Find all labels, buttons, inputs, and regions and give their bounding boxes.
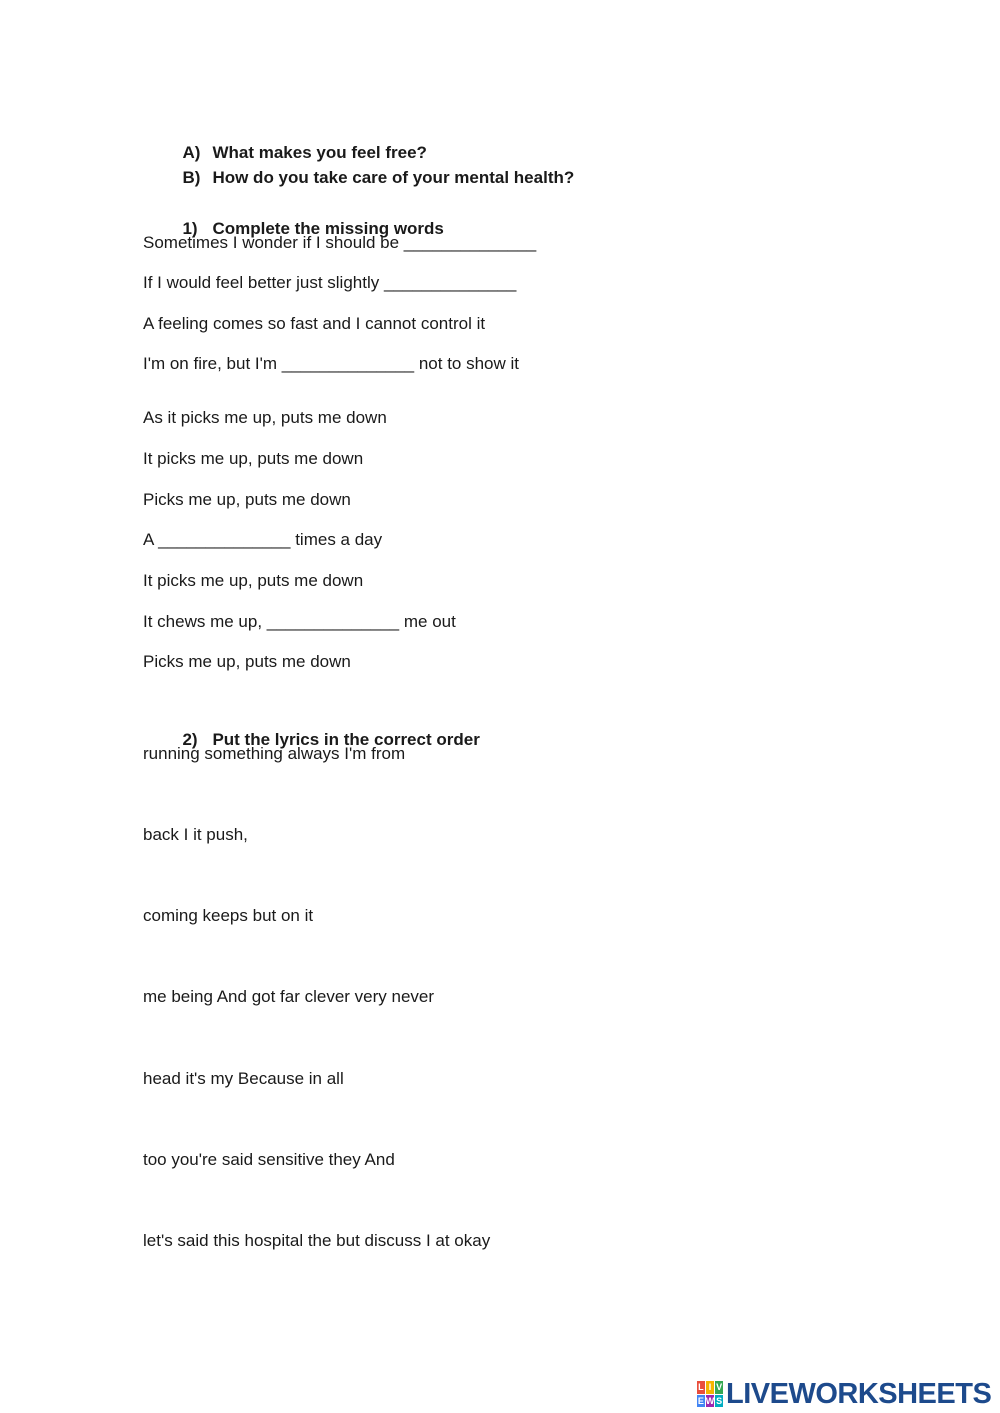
scrambled-line: me being And got far clever very never <box>143 987 435 1006</box>
section2-marker: 2) <box>182 730 198 749</box>
lyric-line: It picks me up, puts me down <box>143 449 364 468</box>
lyric-line: A ______________ times a day <box>143 530 383 549</box>
logo-icon-letter: W <box>705 1395 715 1406</box>
liveworksheets-icon <box>697 1381 723 1407</box>
logo-icon-letter: V <box>716 1382 723 1392</box>
question-b <box>173 148 574 188</box>
lyric-line: As it picks me up, puts me down <box>143 408 387 427</box>
lyric-line: Sometimes I wonder if I should be ______________ <box>143 233 537 252</box>
section2-title: Put the lyrics in the correct order <box>212 730 480 749</box>
scrambled-line: let's said this hospital the but discuss I at okay <box>143 1231 491 1250</box>
lyric-line: Picks me up, puts me down <box>143 490 351 509</box>
liveworksheets-logo <box>697 1378 991 1410</box>
lyric-line: I'm on fire, but I'm ______________ not to show it <box>143 354 520 373</box>
scrambled-line: running something always I'm from <box>143 744 406 763</box>
section1-marker: 1) <box>182 219 198 238</box>
lyric-line: Picks me up, puts me down <box>143 652 351 671</box>
lyric-line: A feeling comes so fast and I cannot control it <box>143 314 486 333</box>
lyric-line: It picks me up, puts me down <box>143 571 364 590</box>
section1-title: Complete the missing words <box>212 219 444 238</box>
question-b-marker: B) <box>182 168 201 187</box>
logo-icon-letter: E <box>697 1395 704 1406</box>
lyric-line: If I would feel better just slightly ______________ <box>143 273 517 292</box>
scrambled-line: back I it push, <box>143 825 248 844</box>
lyric-line: It chews me up, ______________ me out <box>143 612 456 631</box>
scrambled-line: coming keeps but on it <box>143 906 314 925</box>
logo-icon-letter: L <box>698 1382 704 1392</box>
brand-name: LIVEWORKSHEETS <box>726 1377 992 1410</box>
logo-icon-letter: S <box>716 1395 723 1406</box>
question-a-marker: A) <box>182 143 201 162</box>
question-b-text: How do you take care of your mental health? <box>212 168 575 187</box>
scrambled-line: head it's my Because in all <box>143 1069 344 1088</box>
logo-icon-letter: I <box>706 1381 715 1394</box>
scrambled-line: too you're said sensitive they And <box>143 1150 395 1169</box>
question-a-text: What makes you feel free? <box>212 143 427 162</box>
